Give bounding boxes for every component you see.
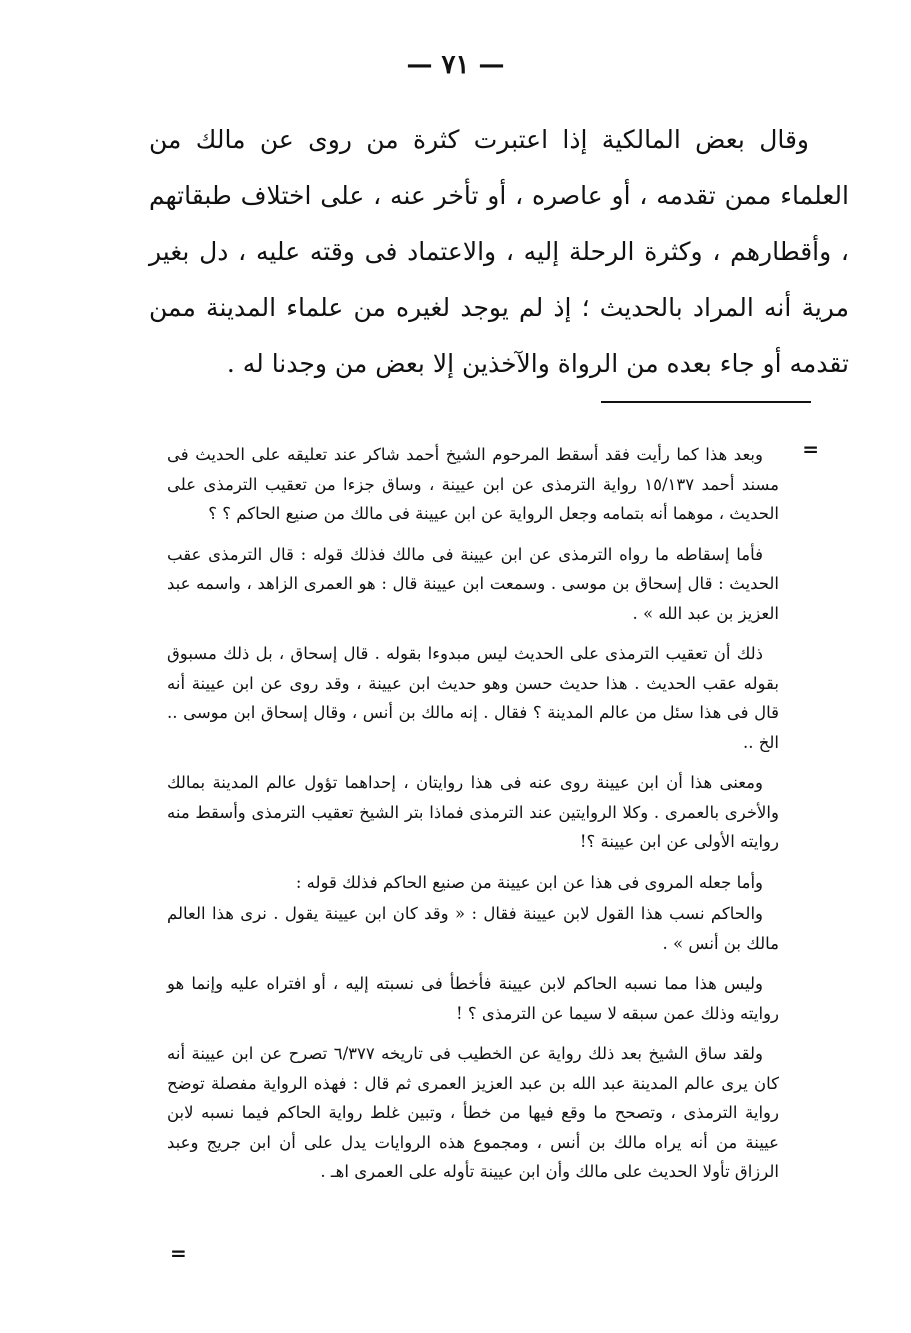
page-number: — ٧١ — bbox=[406, 50, 505, 80]
footnotes-block bbox=[167, 440, 779, 1198]
footnote-paragraph: ذلك أن تعقيب الترمذى على الحديث ليس مبدوءا بقوله . قال إسحاق ، بل ذلك مسبوق بقوله عقب الحديث . هذا حديث حسن وهو حديث ابن عيينة ، وقد روى عن ابن عيينة أنه قال فى هذا سئل من عالم المدينة ؟ فقال . إنه مالك بن أنس ، وقال إسحاق ابن موسى .. الخ .. bbox=[167, 644, 779, 752]
footnote-continues-mark: = bbox=[170, 1241, 187, 1265]
main-paragraph: وقال بعض المالكية إذا اعتبرت كثرة من روى عن مالك من العلماء ممن تقدمه ، أو عاصره ، أو تأخر عنه ، على اختلاف طبقاتهم ، وأقطارهم ، وكثرة الرحلة إليه ، والاعتماد فى وقته عليه ، دل بغير مرية أنه المراد بالحديث ؛ إذ لم يوجد لغيره من علماء المدينة ممن تقدمه أو جاء بعده من الرواة والآخذين إلا بعض من وجدنا له . bbox=[149, 125, 849, 378]
footnote-paragraph: ولقد ساق الشيخ بعد ذلك رواية عن الخطيب فى تاريخه ٦/٣٧٧ تصرح عن ابن عيينة أنه كان يرى عالم المدينة عبد الله بن عبد العزيز العمرى ثم قال : فهذه الرواية مفصلة توضح رواية الترمذى ، وتصحح ما وقع فيها من خطأ ، وتبين غلط رواية الحاكم فيما نسبه لابن عيينة من أنه يراه مالك بن أنس ، ومجموع هذه الروايات يدل على أن ابن جريج وعبد الرزاق تأولا الحديث على مالك وأن ابن عيينة تأوله على العمرى اهـ . bbox=[167, 1044, 779, 1181]
footnote-paragraph: والحاكم نسب هذا القول لابن عيينة فقال : « وقد كان ابن عيينة يقول . نرى هذا العالم مالك بن أنس » . bbox=[167, 904, 779, 953]
footnote-paragraph: ومعنى هذا أن ابن عيينة روى عنه فى هذا روايتان ، إحداهما تؤول عالم المدينة بمالك والأخرى بالعمرى . وكلا الروايتين عند الترمذى فماذا بتر الشيخ تعقيب الترمذى وأسقط منه روايته الأولى عن ابن عيينة ؟! bbox=[167, 773, 779, 851]
footnote-separator-rule bbox=[601, 401, 811, 403]
footnote-paragraph: وأما جعله المروى فى هذا عن ابن عيينة من صنيع الحاكم فذلك قوله : bbox=[295, 872, 763, 892]
footnote-paragraph: وليس هذا مما نسبه الحاكم لابن عيينة فأخطأ فى نسبته إليه ، أو افتراه عليه وإنما هو روايته وذلك عمن سبقه لا سيما عن الترمذى ؟ ! bbox=[167, 974, 779, 1023]
main-body-text bbox=[149, 112, 849, 392]
footnote-paragraph: فأما إسقاطه ما رواه الترمذى عن ابن عيينة فى مالك فذلك قوله : قال الترمذى عقب الحديث : قال إسحاق بن موسى . وسمعت ابن عيينة قال : هو العمرى الزاهد ، واسمه عبد العزيز بن عبد الله » . bbox=[167, 544, 779, 623]
footnote-continuation-mark: = bbox=[802, 437, 819, 461]
footnote-paragraph: وبعد هذا كما رأيت فقد أسقط المرحوم الشيخ أحمد شاكر عند تعليقه على الحديث فى مسند أحمد ١٥/١٣٧ رواية الترمذى عن ابن عيينة ، وساق جزءا من تعقيب الترمذى على الحديث ، موهما أنه بتمامه وجعل الرواية عن ابن عيينة فى مالك من صنيع الحاكم ؟ ؟ bbox=[167, 445, 779, 523]
